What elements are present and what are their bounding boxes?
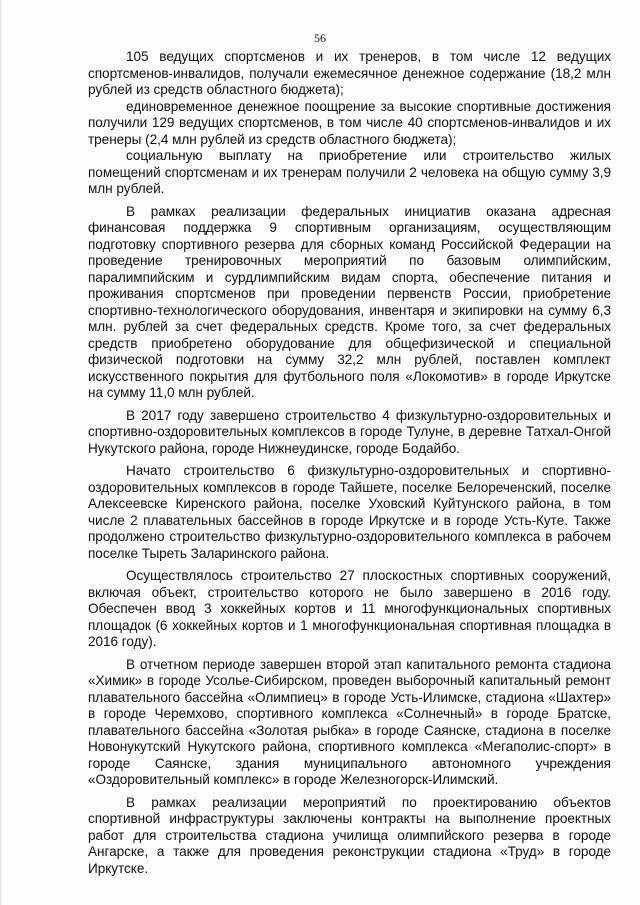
paragraph-federal-initiatives: В рамках реализации федеральных инициатив оказана адресная финансовая поддержка 9 спортивным организациям, осуществляющим подготовку спортивного резерва для сборных команд Российской Федерации на проведение тренировочных мероприятий по базовым олимпийским, паралимпийским и сурдлимпийским видам спорта, обеспечение питания и проживания спортсменов при проведении первенств России, приобретение спортивно-технологического оборудования, инвентаря и экипировки на сумму 6,3 млн. рублей за счет федеральных средств. Кроме того, за счет федеральных средств приобретено оборудование для общефизической и специальной физической подготовки на сумму 32,2 млн рублей, поставлен комплект искусственного покрытия для футбольного поля «Локомотив» в городе Иркутске на сумму 11,0 млн рублей. [88, 203, 611, 400]
paragraph-construction-completed: В 2017 году завершено строительство 4 физкультурно-оздоровительных и спортивно-оздоровительных комплексов в городе Тулуне, в деревне Татхал-Онгой Нукутского района, городе Нижнеудинске, городе Бодайбо. [88, 407, 611, 456]
paragraph-capital-repairs: В отчетном периоде завершен второй этап капитального ремонта стадиона «Химик» в городе Усолье-Сибирском, проведен выборочный капитальный ремонт плавательного бассейна «Олимпиец» в городе Усть-Илимске, стадиона «Шахтер» в городе Черемхово, спортивного комплекса «Солнечный» в городе Братске, плавательного бассейна «Золотая рыбка» в городе Саянске, стадиона в поселке Новонукутский Нукутского района, спортивного комплекса «Мегаполис-спорт» в городе Саянске, здания муниципального автономного учреждения «Оздоровительный комплекс» в городе Железногорск-Илимский. [88, 656, 611, 787]
paragraph-stipend: 105 ведущих спортсменов и их тренеров, в том числе 12 ведущих спортсменов-инвалидов, получали ежемесячное денежное содержание (18,2 млн рублей из средств областного бюджета); [88, 49, 611, 97]
paragraph-housing-payment: социальную выплату на приобретение или строительство жилых помещений спортсменам и их тренерам получили 2 человека на общую сумму 3,9 млн рублей. [88, 148, 611, 196]
page-number: 56 [314, 31, 326, 45]
document-body [88, 49, 611, 877]
paragraph-one-time-bonus: единовременное денежное поощрение за высокие спортивные достижения получили 129 ведущих спортсменов, в том числе 40 спортсменов-инвалидов и их тренеры (2,4 млн рублей из средств областного бюджета); [88, 98, 611, 147]
paragraph-design-contracts: В рамках реализации мероприятий по проектированию объектов спортивной инфраструктуры заключены контракты на выполнение проектных работ для строительства стадиона училища олимпийского резерва в городе Ангарске, а также для проведения реконструкции стадиона «Труд» в городе Иркутске. [88, 794, 611, 876]
paragraph-construction-started: Начато строительство 6 физкультурно-оздоровительных и спортивно-оздоровительных комплексов в городе Тайшете, поселке Белореченский, поселке Алексеевске Киренского района, поселке Уховский Куйтунского района, в том числе 2 плавательных бассейнов в городе Иркутске и в городе Усть-Куте. Также продолжено строительство физкультурно-оздоровительного комплекса в рабочем поселке Тыреть Заларинского района. [88, 463, 611, 561]
scan-edge-shadow [0, 0, 2, 905]
paragraph-flat-sports-facilities: Осуществлялось строительство 27 плоскостных спортивных сооружений, включая объект, строительство которого не было завершено в 2016 году. Обеспечен ввод 3 хоккейных кортов и 11 многофункциональных спортивных площадок (6 хоккейных кортов и 1 многофункциональная спортивная площадка в 2016 году). [88, 568, 611, 649]
